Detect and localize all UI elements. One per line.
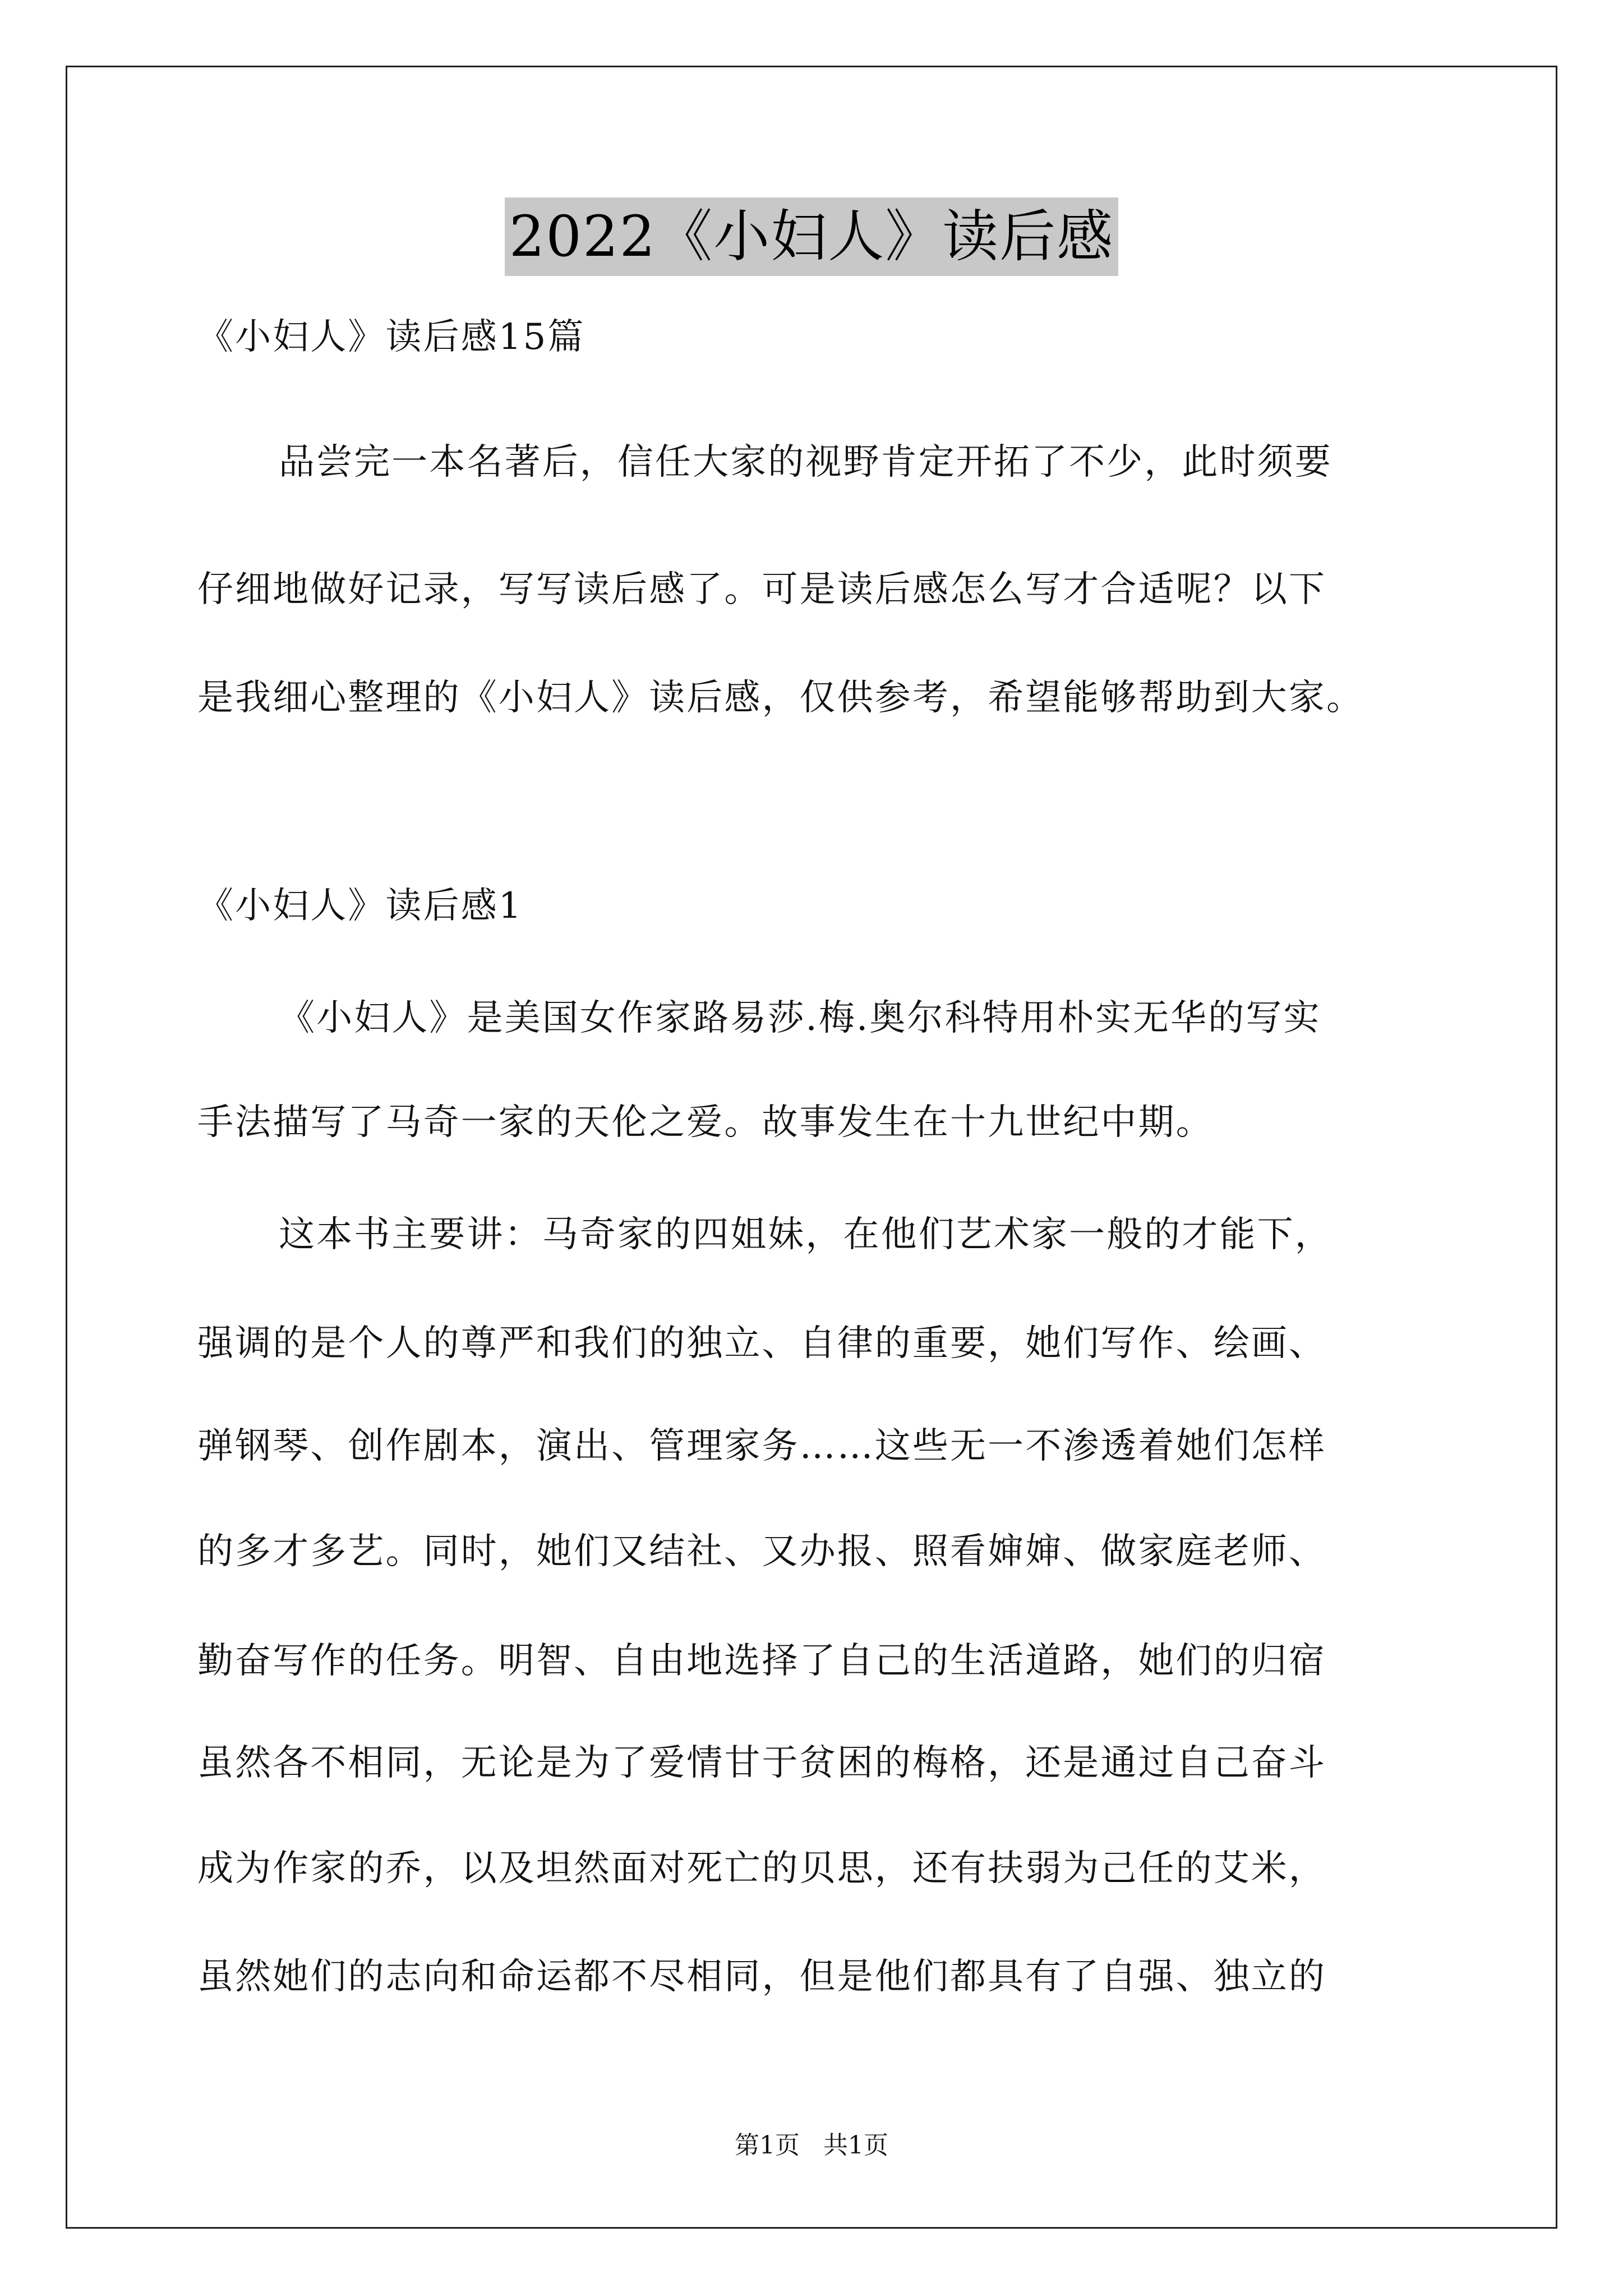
paragraph-line: 手法描写了马奇一家的天伦之爱。故事发生在十九世纪中期。 (197, 1102, 1214, 1143)
paragraph-line: 勤奋写作的任务。明智、自由地选择了自己的生活道路，她们的归宿 (197, 1640, 1326, 1682)
paragraph-line: 《小妇人》是美国女作家路易莎.梅.奥尔科特用朴实无华的写实 (279, 997, 1321, 1039)
paragraph-line: 强调的是个人的尊严和我们的独立、自律的重要，她们写作、绘画、 (197, 1323, 1326, 1364)
paragraph-line: 虽然她们的志向和命运都不尽相同，但是他们都具有了自强、独立的 (197, 1956, 1326, 1998)
page-border (66, 66, 1557, 2229)
page-footer: 第1页 共1页 (735, 2131, 888, 2160)
paragraph-line: 成为作家的乔，以及坦然面对死亡的贝思，还有扶弱为己任的艾米， (197, 1848, 1326, 1889)
paragraph-line: 品尝完一本名著后，信任大家的视野肯定开拓了不少，此时须要 (279, 441, 1332, 483)
section-heading: 《小妇人》读后感15篇 (197, 316, 585, 358)
document-title: 2022《小妇人》读后感 (505, 197, 1119, 276)
paragraph-line: 虽然各不相同，无论是为了爱情甘于贫困的梅格，还是通过自己奋斗 (197, 1742, 1326, 1784)
paragraph-line: 弹钢琴、创作剧本，演出、管理家务……这些无一不渗透着她们怎样 (197, 1425, 1326, 1467)
paragraph-line: 的多才多艺。同时，她们又结社、又办报、照看婶婶、做家庭老师、 (197, 1531, 1326, 1572)
title-wrap (0, 197, 1623, 276)
section-heading: 《小妇人》读后感1 (197, 885, 523, 927)
paragraph-line: 这本书主要讲：马奇家的四姐妹，在他们艺术家一般的才能下， (279, 1214, 1332, 1255)
paragraph-line: 是我细心整理的《小妇人》读后感，仅供参考，希望能够帮助到大家。 (197, 677, 1364, 719)
paragraph-line: 仔细地做好记录，写写读后感了。可是读后感怎么写才合适呢？以下 (197, 569, 1326, 610)
